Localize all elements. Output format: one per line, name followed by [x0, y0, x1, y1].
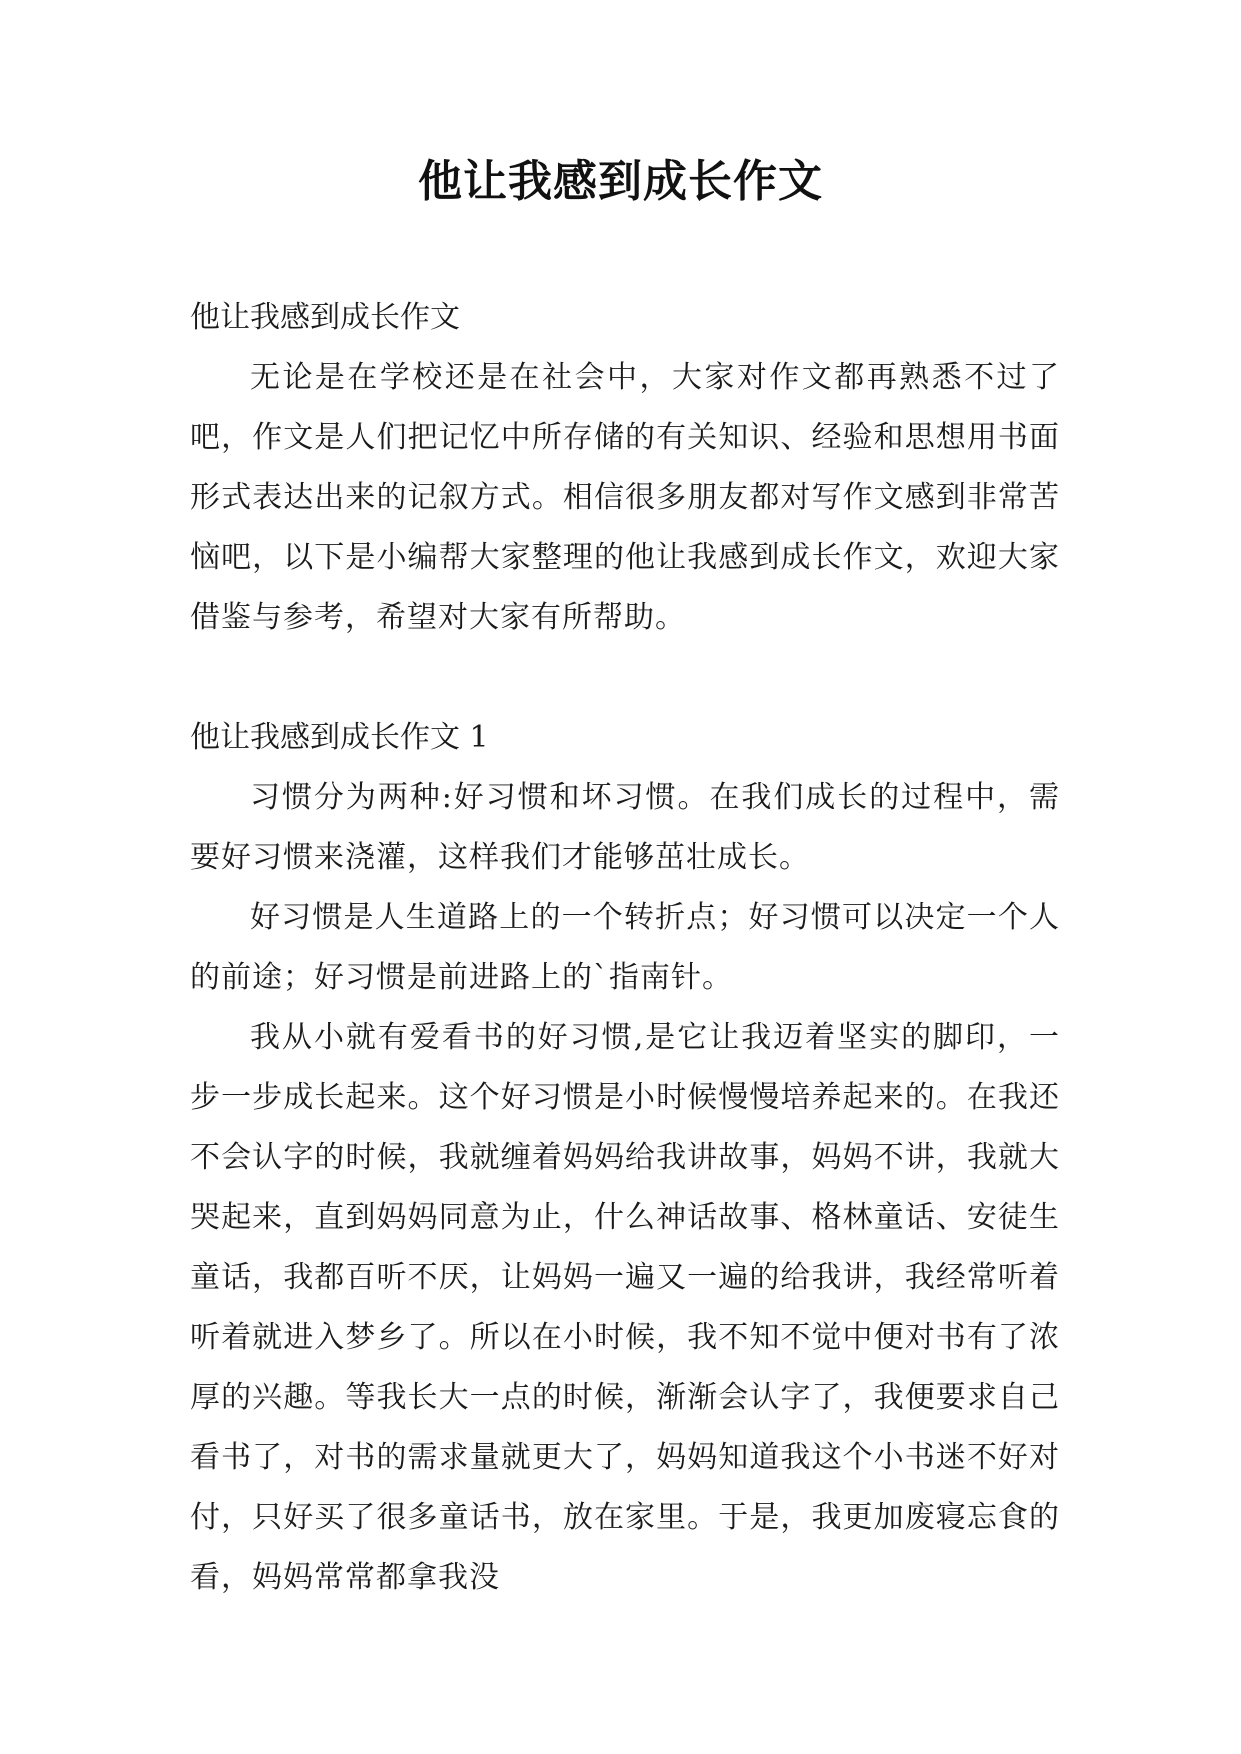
essay1-paragraph: 我从小就有爱看书的好习惯,是它让我迈着坚实的脚印，一步一步成长起来。这个好习惯是小时候慢慢培养起来的。在我还不会认字的时候，我就缠着妈妈给我讲故事，妈妈不讲，我就大哭起来，直到妈妈同意为止，什么神话故事、格林童话、安徒生童话，我都百听不厌，让妈妈一遍又一遍的给我讲，我经常听着听着就进入梦乡了。所以在小时候，我不知不觉中便对书有了浓厚的兴趣。等我长大一点的时候，渐渐会认字了，我便要求自己看书了，对书的需求量就更大了，妈妈知道我这个小书迷不好对付，只好买了很多童话书，放在家里。于是，我更加废寝忘食的看，妈妈常常都拿我没: [190, 1020, 1060, 1595]
essay1-paragraph: 习惯分为两种:好习惯和坏习惯。在我们成长的过程中，需要好习惯来浇灌，这样我们才能够茁壮成长。: [190, 780, 1060, 875]
document-title: 他让我感到成长作文: [418, 156, 823, 207]
essay1-paragraph: 好习惯是人生道路上的一个转折点；好习惯可以决定一个人的前途；好习惯是前进路上的`指南针。: [190, 900, 1060, 995]
section-spacer: [190, 648, 1060, 708]
intro-paragraph: 无论是在学校还是在社会中，大家对作文都再熟悉不过了吧，作文是人们把记忆中所存储的有关知识、经验和思想用书面形式表达出来的记叙方式。相信很多朋友都对写作文感到非常苦恼吧，以下是小编帮大家整理的他让我感到成长作文，欢迎大家借鉴与参考，希望对大家有所帮助。: [190, 360, 1060, 635]
intro-heading: 他让我感到成长作文: [190, 300, 460, 335]
essay1-heading: 他让我感到成长作文 1: [190, 720, 489, 755]
document-body: [190, 288, 1060, 1608]
